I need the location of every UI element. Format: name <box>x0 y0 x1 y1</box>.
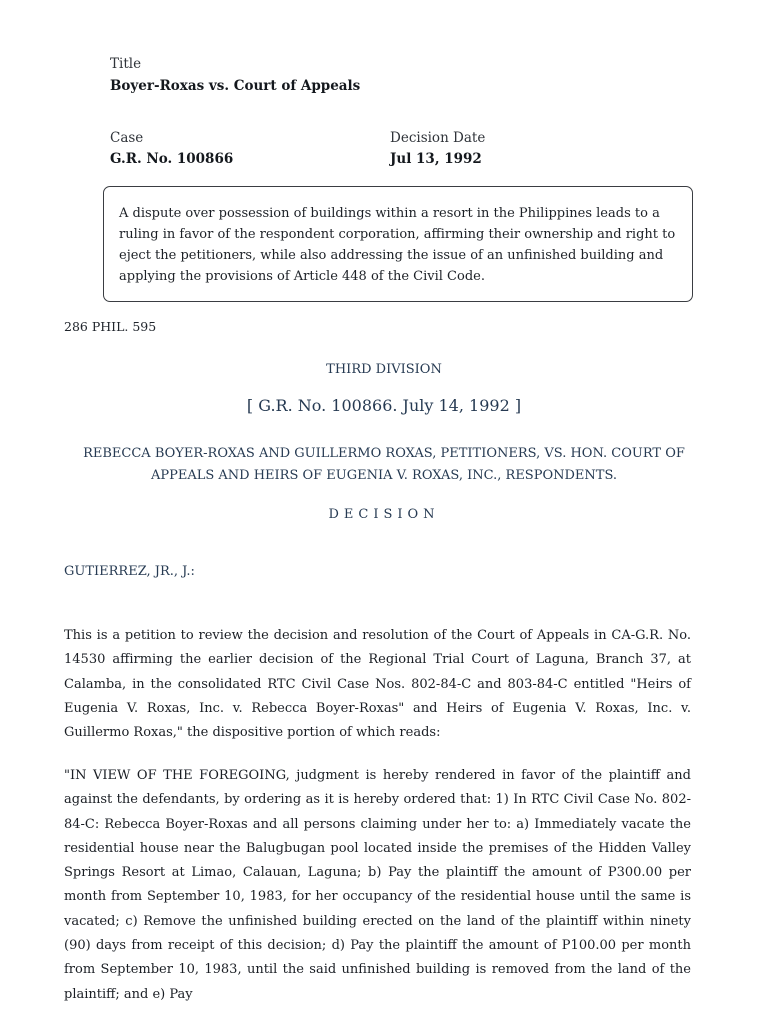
decision-date-label: Decision Date <box>390 130 486 146</box>
case-title: Boyer-Roxas vs. Court of Appeals <box>110 78 361 94</box>
parties-caption: REBECCA BOYER-ROXAS AND GUILLERMO ROXAS, PETITIONERS, VS. HON. COURT OF APPEALS AND HEIRS OF EUGENIA V. ROXAS, INC., RESPONDENTS. <box>83 446 685 483</box>
case-number: G.R. No. 100866 <box>110 151 234 167</box>
decision-heading: DECISION <box>328 507 440 522</box>
body-paragraph: This is a petition to review the decision and resolution of the Court of Appeals in CA-G.R. No. 14530 affirming the earlier decision of the Regional Trial Court of Laguna, Branch 37, at Calamba, in the consolidated RTC Civil Case Nos. 802-84-C and 803-84-C entitled "Heirs of Eugenia V. Roxas, Inc. v. Rebecca Boyer-Roxas" and Heirs of Eugenia V. Roxas, Inc. v. Guillermo Roxas," the dispositive portion of which reads: <box>64 628 691 741</box>
summary-box <box>103 186 693 302</box>
reporter-citation: 286 PHIL. 595 <box>64 319 157 334</box>
quoted-dispositive-paragraph: "IN VIEW OF THE FOREGOING, judgment is hereby rendered in favor of the plaintiff and against the defendants, by ordering as it is hereby ordered that: 1) In RTC Civil Case No. 802-84-C: Rebecca Boyer-Roxas and all persons claiming under her to: a) Immediately vacate the residential house near the Balugbugan pool located inside the premises of the Hidden Valley Springs Resort at Limao, Calauan, Laguna; b) Pay the plaintiff the amount of P300.00 per month from September 10, 1983, for her occupancy of the residential house until the same is vacated; c) Remove the unfinished building erected on the land of the plaintiff within ninety (90) days from receipt of this decision; d) Pay the plaintiff the amount of P100.00 per month from September 10, 1983, until the said unfinished building is removed from the land of the plaintiff; and e) Pay <box>64 768 691 1002</box>
summary-text: A dispute over possession of buildings within a resort in the Philippines leads to a ruling in favor of the respondent corporation, affirming their ownership and right to eject the petitioners, while also addressing the issue of an unfinished building and applying the provisions of Article 448 of the Civil Code. <box>119 206 676 284</box>
gr-number-heading: [ G.R. No. 100866. July 14, 1992 ] <box>246 396 522 415</box>
division-heading: THIRD DIVISION <box>326 362 442 377</box>
title-label: Title <box>110 56 142 72</box>
case-label: Case <box>110 130 144 146</box>
ponente: GUTIERREZ, JR., J.: <box>64 564 195 579</box>
decision-date: Jul 13, 1992 <box>390 151 482 167</box>
